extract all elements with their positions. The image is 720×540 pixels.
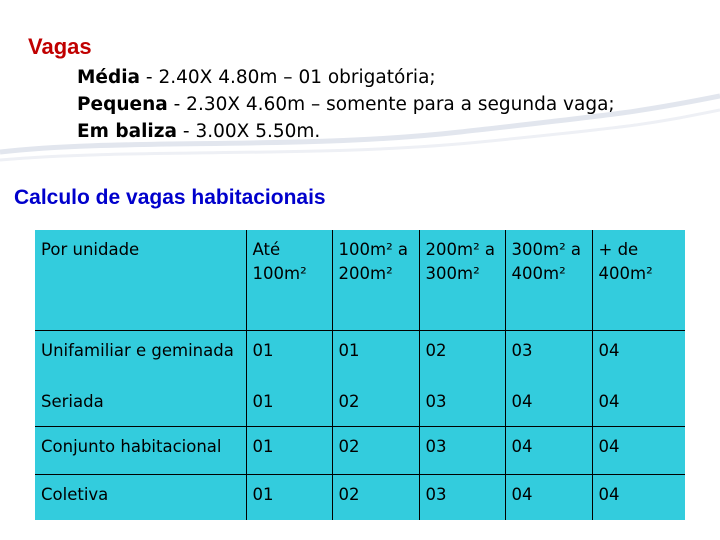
table-cell: 04 (505, 388, 592, 426)
row-label: Seriada (41, 392, 104, 411)
rule-label: Média (77, 67, 141, 88)
table-row (35, 388, 685, 426)
rule-label: Pequena (77, 94, 168, 115)
table-cell: 02 (332, 474, 419, 520)
table-cell: 04 (592, 330, 685, 388)
table-row (35, 330, 685, 388)
table-header-row (35, 230, 685, 330)
table-cell: 01 (332, 330, 419, 388)
rule-label: Em baliza (77, 121, 178, 142)
table-cell: 04 (592, 474, 685, 520)
table-cell: 03 (419, 426, 505, 474)
rule-pequena (77, 91, 717, 118)
header-cell: 100m² a 200m² (332, 230, 419, 330)
table-cell: 02 (419, 330, 505, 388)
table-cell: 01 (246, 330, 332, 388)
table-cell: 04 (592, 388, 685, 426)
table-cell: 02 (332, 426, 419, 474)
table-cell: 04 (592, 426, 685, 474)
table-cell: 04 (505, 474, 592, 520)
table-cell: 02 (332, 388, 419, 426)
header-cell: Por unidade (41, 240, 140, 259)
rule-text: - 2.40X 4.80m – 01 obrigatória; (140, 67, 436, 88)
row-label: Coletiva (35, 474, 246, 520)
rule-text: - 2.30X 4.60m – somente para a segunda vaga; (167, 94, 615, 115)
table-cell: 03 (419, 474, 505, 520)
table-row (35, 426, 685, 474)
section-title: Calculo de vagas habitacionais (14, 186, 326, 209)
rule-em-baliza (77, 118, 717, 145)
table-cell: 01 (246, 388, 332, 426)
slide-title: Vagas (28, 34, 92, 59)
row-label: Conjunto habitacional (35, 426, 246, 474)
table-cell: 03 (419, 388, 505, 426)
rule-media (77, 64, 717, 91)
parking-table (35, 230, 685, 520)
header-cell: 300m² a 400m² (505, 230, 592, 330)
header-cell: 200m² a 300m² (419, 230, 505, 330)
row-label: Unifamiliar e geminada (35, 330, 246, 388)
header-cell: Até 100m² (246, 230, 332, 330)
header-cell: + de 400m² (592, 230, 685, 330)
rules-list (77, 64, 717, 145)
table-cell: 01 (246, 426, 332, 474)
parking-table-container (35, 230, 685, 520)
table-cell: 04 (505, 426, 592, 474)
table-cell: 03 (505, 330, 592, 388)
table-row (35, 474, 685, 520)
rule-text: - 3.00X 5.50m. (177, 121, 321, 142)
table-cell: 01 (246, 474, 332, 520)
